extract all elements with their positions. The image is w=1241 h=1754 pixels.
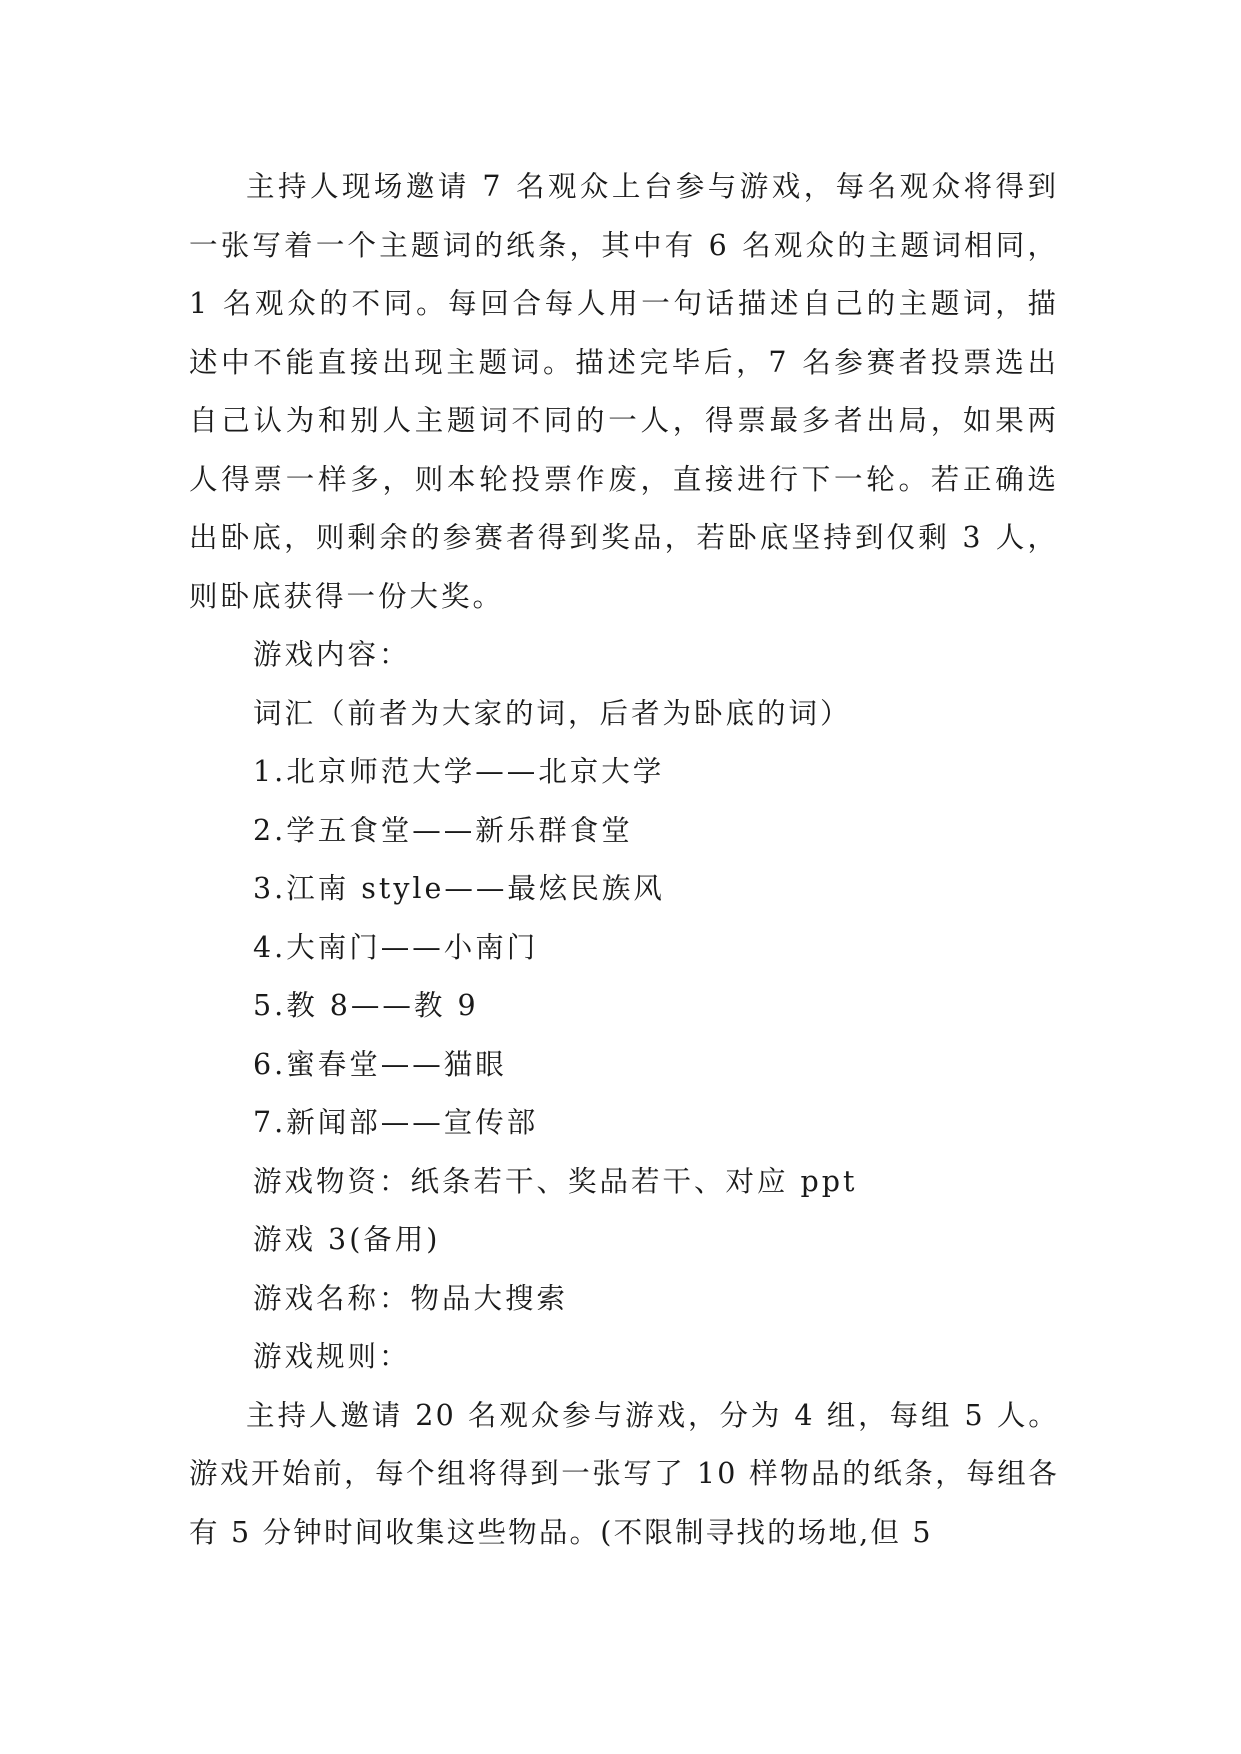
- heading-game-content: 游戏内容：: [253, 638, 411, 671]
- vocab-item-7: 7.新闻部——宣传部: [253, 1106, 539, 1139]
- vocab-item-6: 6.蜜春堂——猫眼: [253, 1047, 507, 1081]
- vocab-item-3: 3.江南 style——最炫民族风: [253, 872, 665, 905]
- paragraph-rules-intro: 主持人现场邀请 7 名观众上台参与游戏，每名观众将得到一张写着一个主题词的纸条，其中有 6 名观众的主题词相同，1 名观众的不同。每回合每人用一句话描述自己的主题词，描述中不能直接出现主题词。描述完毕后，7 名参赛者投票选出自己认为和别人主题词不同的一人，得票最多者出局，如果两人得票一样多，则本轮投票作废，直接进行下一轮。若正确选出卧底，则剩余的参赛者得到奖品，若卧底坚持到仅剩 3 人，则卧底获得一份大奖。: [189, 170, 1059, 613]
- game-materials: 游戏物资：纸条若干、奖品若干、对应 ppt: [253, 1164, 858, 1198]
- game-name: 游戏名称：物品大搜索: [253, 1281, 569, 1315]
- vocab-item-1: 1.北京师范大学——北京大学: [253, 755, 665, 788]
- document-body: [189, 158, 1059, 1562]
- vocab-heading: 词汇（前者为大家的词，后者为卧底的词）: [253, 696, 852, 730]
- vocab-item-5: 5.教 8——教 9: [253, 989, 479, 1022]
- vocab-item-4: 4.大南门——小南门: [253, 930, 539, 964]
- game-rules-heading: 游戏规则：: [253, 1340, 411, 1373]
- vocab-item-2: 2.学五食堂——新乐群食堂: [253, 813, 633, 847]
- paragraph-game-3-rules: 主持人邀请 20 名观众参与游戏，分为 4 组，每组 5 人。游戏开始前，每个组将得到一张写了 10 样物品的纸条，每组各有 5 分钟时间收集这些物品。(不限制寻找的场地,但 5: [189, 1398, 1059, 1549]
- game-3-heading: 游戏 3(备用): [253, 1223, 441, 1256]
